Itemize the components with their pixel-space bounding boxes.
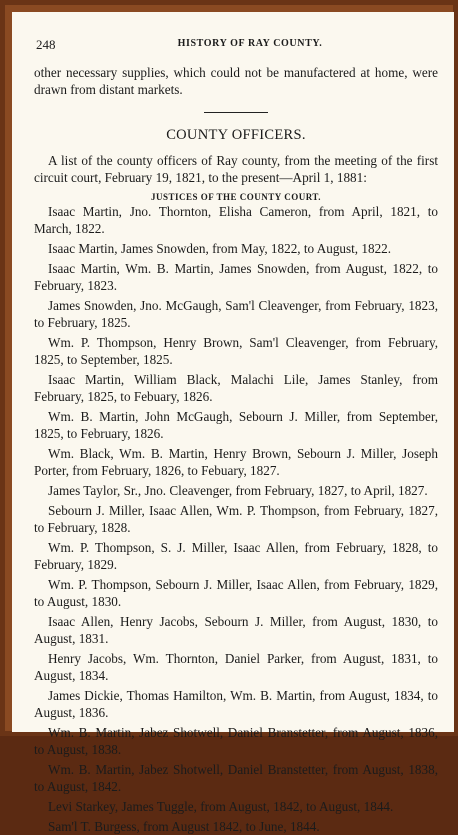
list-item: Wm. B. Martin, Jabez Shotwell, Daniel Branstetter, from August, 1836, to August, 1838. (34, 725, 438, 757)
section-divider (204, 112, 268, 113)
page-number: 248 (36, 37, 56, 52)
list-item: Wm. P. Thompson, S. J. Miller, Isaac Allen, from February, 1828, to February, 1829. (34, 540, 438, 572)
page-header (34, 37, 438, 55)
list-item: James Dickie, Thomas Hamilton, Wm. B. Martin, from August, 1834, to August, 1836. (34, 688, 438, 720)
list-item: James Taylor, Sr., Jno. Cleavenger, from February, 1827, to April, 1827. (48, 483, 428, 498)
list-item: Isaac Allen, Henry Jacobs, Sebourn J. Miller, from August, 1830, to August, 1831. (34, 614, 438, 646)
list-item: Wm. B. Martin, John McGaugh, Sebourn J. Miller, from September, 1825, to February, 1826. (34, 409, 438, 441)
list-item: James Snowden, Jno. McGaugh, Sam'l Cleavenger, from February, 1823, to February, 1825. (34, 298, 438, 330)
entries-list (34, 203, 438, 835)
list-item: Wm. P. Thompson, Henry Brown, Sam'l Cleavenger, from February, 1825, to September, 1825. (34, 335, 438, 367)
lead-paragraph: A list of the county officers of Ray county, from the meeting of the first circuit court, February 19, 1821, to the present—April 1, 1881: (34, 153, 438, 185)
list-item: Sebourn J. Miller, Isaac Allen, Wm. P. Thompson, from February, 1827, to February, 1828. (34, 503, 438, 535)
list-item: Levi Starkey, James Tuggle, from August, 1842, to August, 1844. (48, 799, 394, 814)
running-head: HISTORY OF RAY COUNTY. (177, 38, 323, 49)
list-item: Wm. P. Thompson, Sebourn J. Miller, Isaac Allen, from February, 1829, to August, 1830. (34, 577, 438, 609)
list-item: Wm. Black, Wm. B. Martin, Henry Brown, Sebourn J. Miller, Joseph Porter, from February, 1826, to Febuary, 1827. (34, 446, 438, 478)
subsection-heading: JUSTICES OF THE COUNTY COURT. (151, 192, 321, 202)
list-item: Sam'l T. Burgess, from August 1842, to June, 1844. (48, 819, 320, 834)
list-item: Henry Jacobs, Wm. Thornton, Daniel Parker, from August, 1831, to August, 1834. (34, 651, 438, 683)
list-item: Isaac Martin, William Black, Malachi Lile, James Stanley, from February, 1825, to Febuary, 1826. (34, 372, 438, 404)
list-item: Isaac Martin, James Snowden, from May, 1822, to August, 1822. (48, 241, 392, 256)
book-page (12, 12, 454, 834)
list-item: Isaac Martin, Wm. B. Martin, James Snowden, from August, 1822, to February, 1823. (34, 261, 438, 293)
list-item: Wm. B. Martin, Jabez Shotwell, Daniel Branstetter, from August, 1838, to August, 1842. (34, 762, 438, 794)
section-title: COUNTY OFFICERS. (166, 127, 306, 143)
intro-paragraph: other necessary supplies, which could not be manufactered at home, were drawn from distant markets. (34, 65, 438, 97)
list-item: Isaac Martin, Jno. Thornton, Elisha Cameron, from April, 1821, to March, 1822. (34, 204, 438, 236)
